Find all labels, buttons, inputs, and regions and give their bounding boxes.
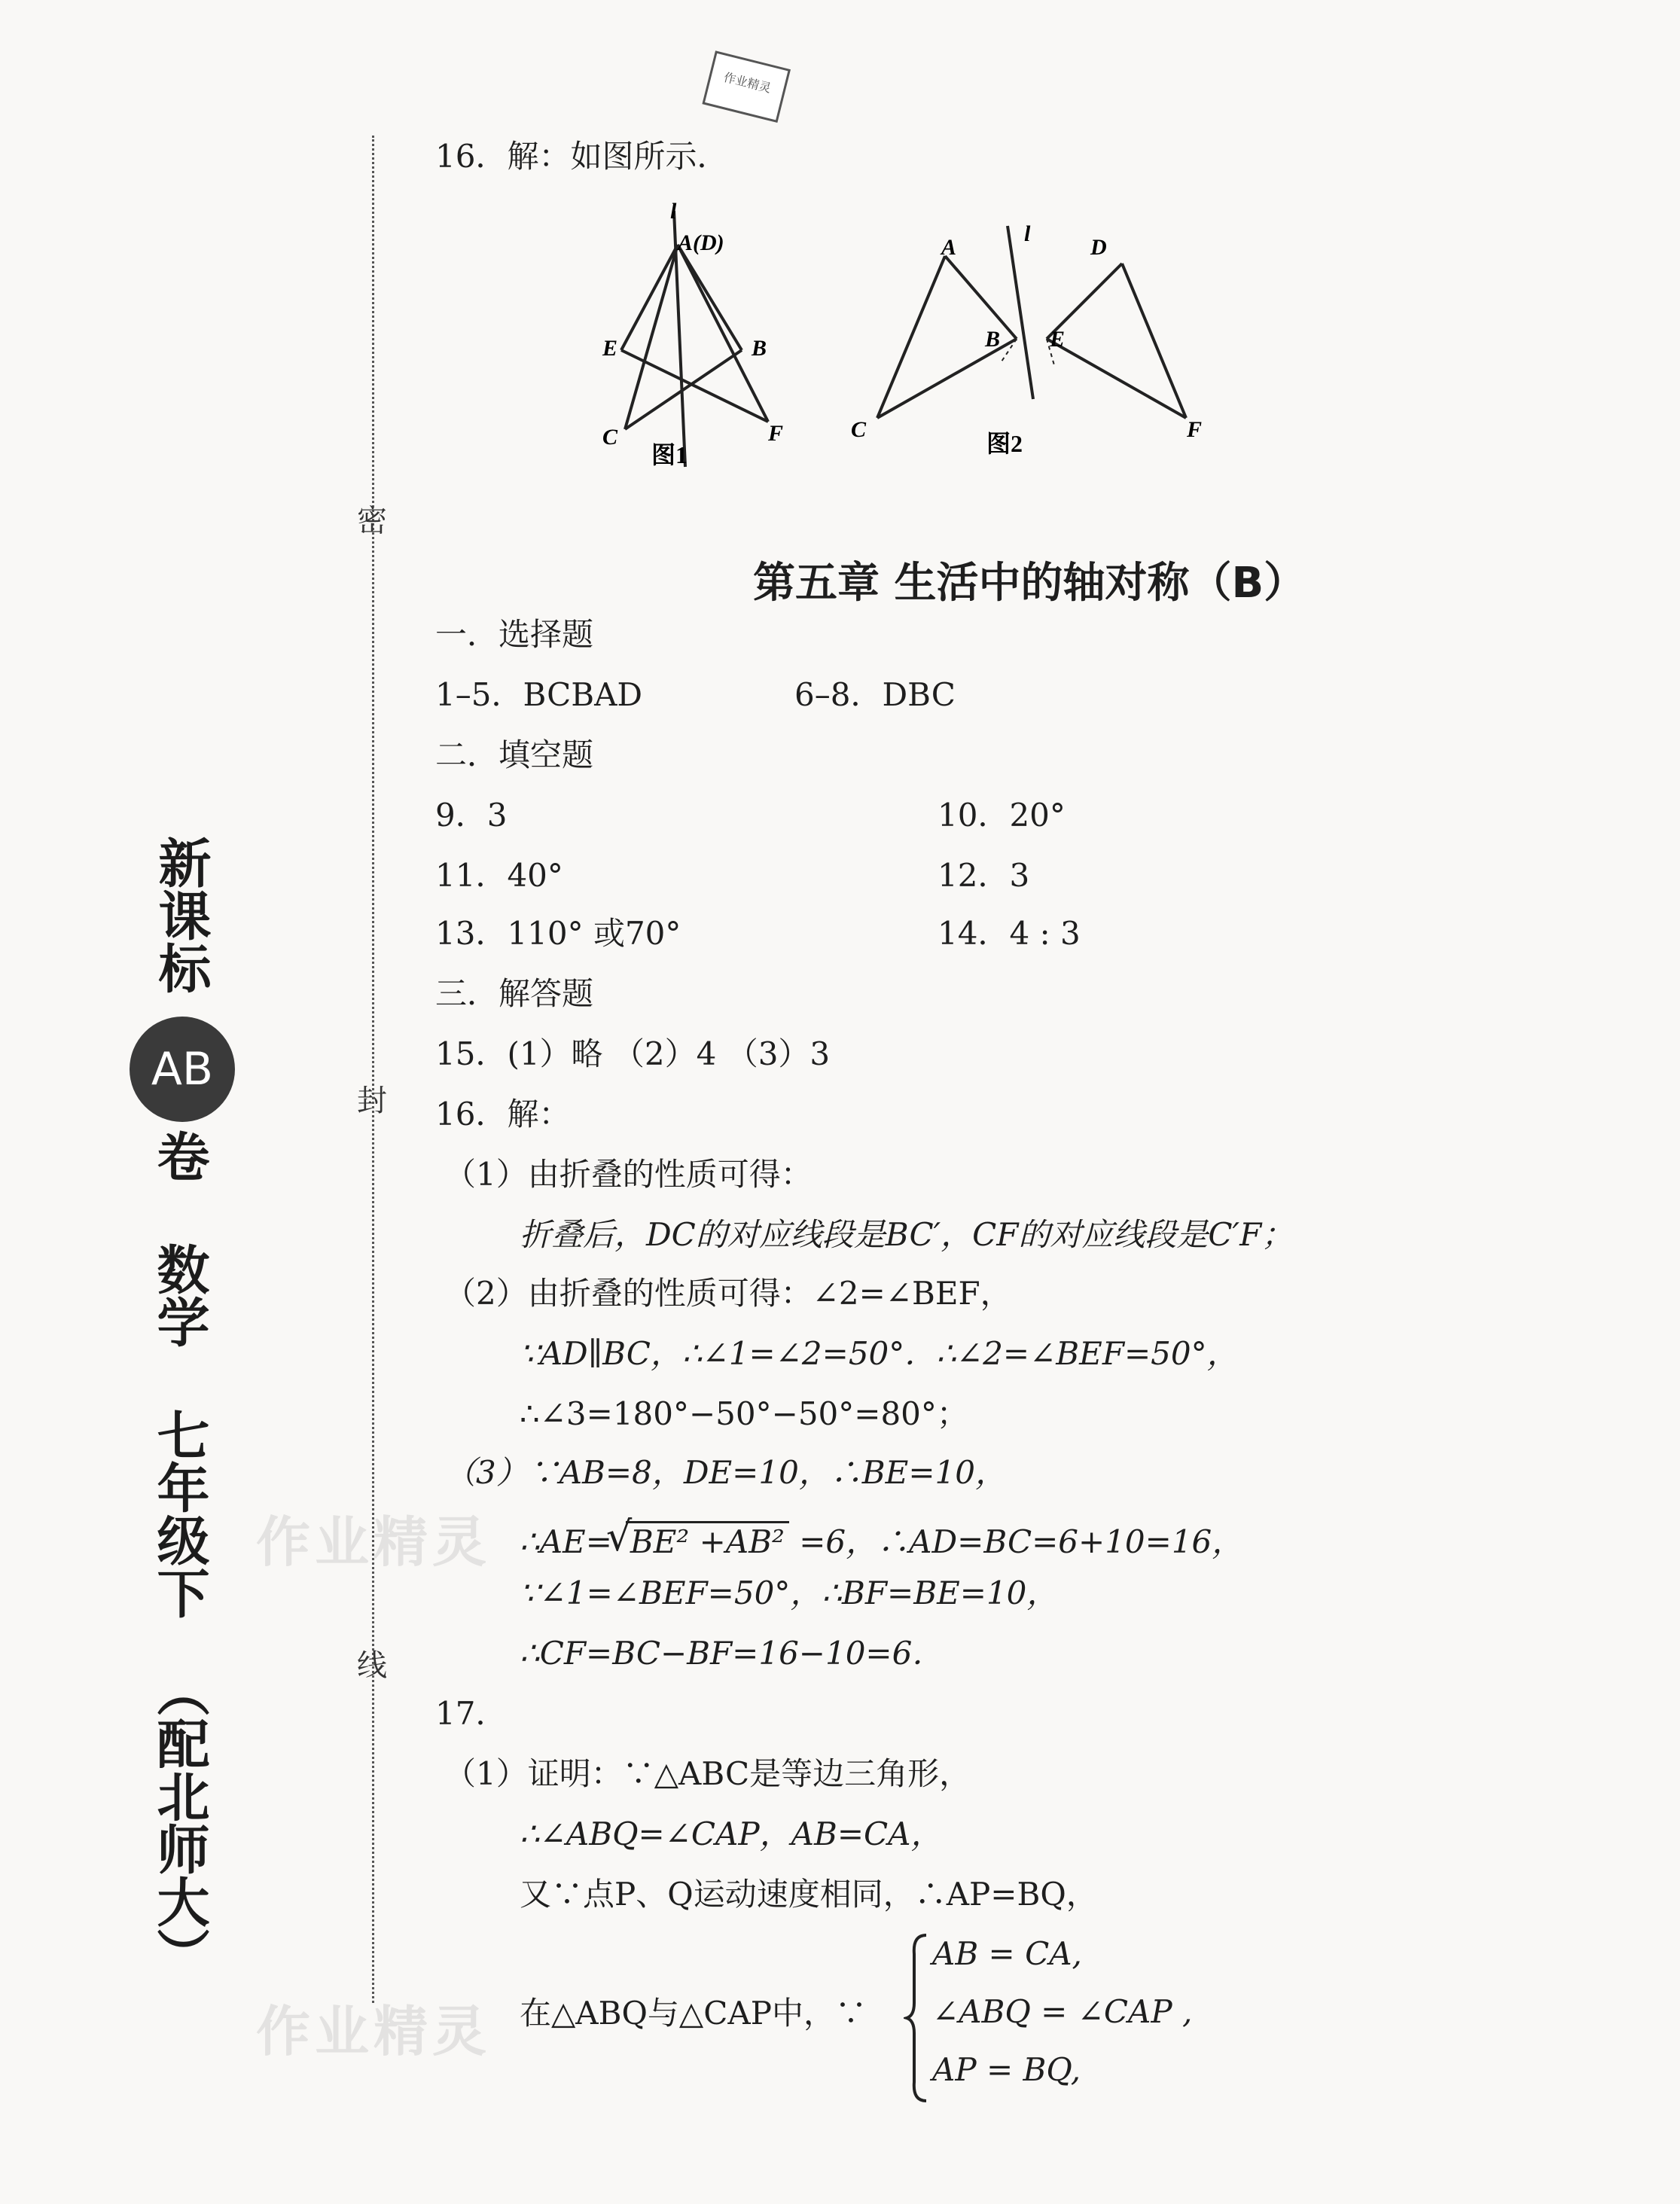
fig1-caption: 图1 [651, 441, 688, 468]
sqrt-radicand: √ BE² +AB² [626, 1521, 789, 1560]
answer-9: 9．3 [435, 797, 508, 834]
figure-2 [836, 218, 1220, 474]
answer-16-2a: ∵AD∥BC，∴∠1=∠2=50°．∴∠2=∠BEF=50°， [520, 1335, 1239, 1372]
answer-6-8: 6–8．DBC [794, 676, 956, 713]
fig2-label-D: D [1090, 235, 1107, 260]
answer-16-2: （2）由折叠的性质可得：∠2=∠BEF， [444, 1275, 1012, 1312]
brace-eq-3: AP = BQ, [932, 2051, 1081, 2088]
section-solve: 三．解答题 [435, 975, 594, 1012]
chapter-title: 第五章 生活中的轴对称（B） [753, 559, 1306, 608]
answer-17-1b: 又∵点P、Q运动速度相同，∴AP=BQ， [520, 1876, 1098, 1913]
answer-17-1a: ∴∠ABQ=∠CAP，AB=CA， [520, 1815, 943, 1852]
answer-16-1: （1）由折叠的性质可得： [444, 1156, 813, 1193]
brace-eq-2: ∠ABQ = ∠CAP , [932, 1993, 1193, 2030]
fig1-label-F: F [768, 421, 784, 446]
fig2-label-A: A [941, 235, 957, 260]
system-brace [904, 1931, 934, 2105]
answer-1-5: 1–5．BCBAD [435, 676, 643, 713]
answer-10: 10．20° [938, 797, 1066, 834]
fig1-label-l: l [670, 199, 677, 224]
fig2-label-E: E [1050, 327, 1066, 352]
binding-dashed-line [372, 136, 374, 2003]
answer-12: 12．3 [938, 857, 1030, 894]
answer-14: 14．4 : 3 [938, 915, 1081, 952]
fig1-label-C: C [602, 425, 618, 450]
fig2-label-l: l [1024, 221, 1031, 246]
answer-17-1c: 在△ABQ与△CAP中，∵ [520, 1995, 867, 2032]
spine-title-2: 卷 [148, 1129, 210, 1182]
answer-13: 13．110° 或70° [435, 915, 681, 952]
spine-title-5: （配北师大） [148, 1664, 210, 1980]
spine-title-1: 新课标 [150, 836, 212, 994]
fig2-label-F: F [1187, 417, 1203, 442]
fig2-label-C: C [851, 417, 867, 442]
fig2-label-B: B [985, 327, 1001, 352]
watermark: 作业精灵 [256, 2000, 492, 2063]
spine-title-3: 数学 [148, 1242, 210, 1348]
answer-16-3: （3）∵AB=8，DE=10，∴BE=10， [444, 1454, 1007, 1491]
answer-16-3b: ∵∠1=∠BEF=50°，∴BF=BE=10， [520, 1575, 1059, 1611]
answer-16-3a-pre: ∴AE= [520, 1523, 612, 1560]
answer-16-3c: ∴CF=BC−BF=16−10=6． [520, 1635, 944, 1672]
margin-label-feng: 封 [357, 1084, 387, 1118]
watermark: 作业精灵 [256, 1510, 492, 1574]
ab-badge: AB [130, 1017, 235, 1122]
brace-eq-1: AB = CA, [932, 1935, 1082, 1972]
answer-16-1a: 折叠后，DC的对应线段是BC′，CF的对应线段是C′F； [520, 1216, 1294, 1253]
margin-label-xian: 线 [357, 1648, 387, 1683]
section-choice: 一．选择题 [435, 616, 594, 653]
svg-text:作业精灵: 作业精灵 [722, 71, 773, 96]
section-fill: 二．填空题 [435, 736, 594, 773]
fig1-label-AD: A(D) [678, 230, 724, 255]
stamp-logo [693, 45, 798, 136]
answer-17-1: （1）证明：∵△ABC是等边三角形， [444, 1755, 971, 1792]
answer-15: 15．(1）略 （2）4 （3）3 [435, 1035, 831, 1072]
answer-11: 11．40° [435, 857, 563, 894]
fig1-label-B: B [752, 336, 767, 361]
fig2-caption: 图2 [986, 430, 1023, 457]
answer-16-head: 16．解： [435, 1096, 571, 1132]
answer-16-3a-post: =6，∴AD=BC=6+10=16， [799, 1523, 1244, 1560]
answer-16-3a [520, 1513, 1244, 1563]
spine-title-4: 七年级下 [148, 1408, 210, 1619]
answer-16-2b: ∴∠3=180°−50°−50°=80°； [520, 1395, 968, 1432]
answer-17-head: 17． [435, 1695, 508, 1732]
margin-label-mi: 密 [357, 504, 387, 538]
fig1-label-E: E [602, 336, 618, 361]
figure-1 [572, 196, 813, 474]
sqrt-sign: √ [605, 1513, 633, 1560]
prev-q16: 16．解：如图所示． [435, 138, 729, 175]
